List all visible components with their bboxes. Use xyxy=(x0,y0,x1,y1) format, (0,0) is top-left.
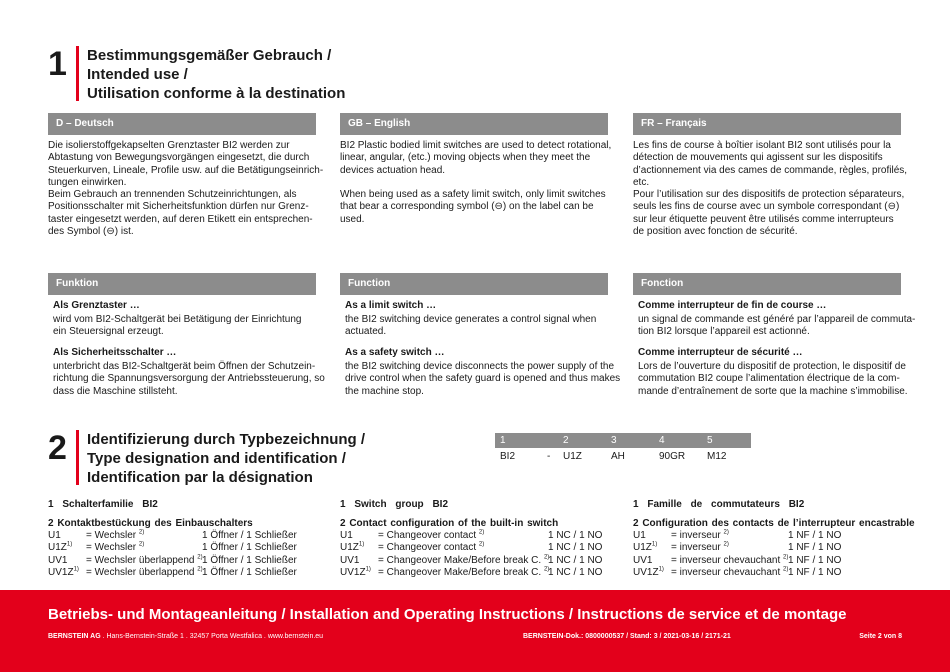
section-number-2: 2 xyxy=(48,429,67,467)
intro-text xyxy=(340,140,620,177)
lang-header: GB – English xyxy=(340,113,608,135)
limit-heading: Comme interrupteur de fin de course … xyxy=(638,300,827,311)
safety-function-text xyxy=(638,361,918,398)
text-line: Pour l’utilisation sur des dispositifs de protection séparateurs, xyxy=(633,189,905,200)
footer-address-text: . Hans-Bernstein-Straße 1 . 32457 Porta Westfalica . www.bernstein.eu xyxy=(102,633,324,640)
footer-title: Betriebs- und Montageanleitung / Installation and Operating Instructions / Instructions de service et de montage xyxy=(48,606,847,623)
footnote: 1) xyxy=(651,541,658,548)
section-title-de: Bestimmungsgemäßer Gebrauch / xyxy=(87,47,332,64)
switch-desc xyxy=(378,542,484,554)
text-line: Steuerkurven, Lineale, Profile usw. auf die Betätigungseinrich- xyxy=(48,164,324,176)
footnote: 2) xyxy=(138,529,145,536)
limit-heading: Als Grenztaster … xyxy=(53,300,140,311)
text-line: un signal de commande est généré par l’appareil de commuta- xyxy=(638,314,916,325)
text-line: BI2 Plastic bodied limit switches are used to detect rotational, xyxy=(340,140,612,151)
code-text: U1 xyxy=(48,530,61,541)
desc-text: = Changeover contact xyxy=(378,530,477,541)
text-line: Positionsschalter mit Sicherheitsfunktion dürfen nur Grenz- xyxy=(48,201,309,213)
section-title-en: Type designation and identification / xyxy=(87,450,346,467)
desc-text: = inverseur xyxy=(671,542,721,554)
footer xyxy=(0,590,950,672)
footnote: 2) xyxy=(478,541,485,548)
contact-row xyxy=(633,530,913,542)
safety-text xyxy=(48,189,328,238)
contact-config-heading: 2 Contact configuration of the built-in switch xyxy=(340,518,559,529)
switch-desc xyxy=(671,542,729,554)
footnote: 2) xyxy=(197,566,203,573)
switch-desc xyxy=(86,542,144,554)
text-line: Beim Gebrauch an trennenden Schutzeinrichtungen, als xyxy=(48,189,297,200)
contact-type: 1 Öffner / 1 Schließer xyxy=(202,554,297,566)
contact-type: 1 NC / 1 NO xyxy=(548,542,603,554)
text-line: used. xyxy=(340,213,365,225)
footnote: 1) xyxy=(365,566,371,573)
contact-type: 1 NF / 1 NO xyxy=(788,566,842,578)
text-line: etc. xyxy=(633,176,650,188)
footnote: 1) xyxy=(658,566,664,573)
section-divider xyxy=(76,46,79,101)
contact-row xyxy=(48,555,328,567)
text-line: commutation BI2 coupe l’alimentation électrique de la com- xyxy=(638,373,900,385)
contact-type: 1 Öffner / 1 Schließer xyxy=(202,542,297,554)
desc-text: = Changeover Make/Before break C. xyxy=(378,554,542,566)
footnote: 1) xyxy=(66,541,73,548)
desc-text: = Wechsler xyxy=(86,530,137,541)
text-line: Lors de l’ouverture du dispositif de protection, le dispositif de xyxy=(638,361,906,372)
contact-type: 1 NC / 1 NO xyxy=(548,530,603,541)
contact-type: 1 NF / 1 NO xyxy=(788,530,842,541)
type-col-2: 2 xyxy=(563,435,569,446)
type-col-1: 1 xyxy=(500,435,506,446)
switch-desc xyxy=(671,530,729,542)
text-line: Die isolierstoffgekapselten Grenztaster BI2 werden zur xyxy=(48,140,290,151)
switch-family: 1 Famille de commutateurs BI2 xyxy=(633,499,805,510)
text-line: dass die Maschine stillsteht. xyxy=(53,385,178,397)
footnote: 2) xyxy=(197,554,203,561)
desc-text: = Changeover contact xyxy=(378,542,477,554)
safety-heading: Als Sicherheitsschalter … xyxy=(53,347,177,358)
safety-heading: As a safety switch … xyxy=(345,347,445,358)
footnote: 1) xyxy=(358,541,365,548)
type-table-header xyxy=(495,433,751,448)
contact-row xyxy=(48,567,328,579)
contact-row xyxy=(340,567,620,579)
text-line: détection de mouvements qui agissent sur les dispositifs xyxy=(633,152,883,164)
safety-text xyxy=(633,189,913,238)
contact-row xyxy=(633,555,913,567)
footnote: 2) xyxy=(783,566,789,573)
section-title-en: Intended use / xyxy=(87,66,188,83)
contact-config-heading: 2 Kontaktbestückung des Einbauschalters xyxy=(48,518,253,529)
contact-type: 1 NC / 1 NO xyxy=(548,566,603,578)
type-col-3: 3 xyxy=(611,435,617,446)
contact-type: 1 Öffner / 1 Schließer xyxy=(202,566,297,578)
switch-desc xyxy=(378,567,549,579)
desc-text: = Wechsler überlappend xyxy=(86,554,195,566)
switch-family: 1 Switch group BI2 xyxy=(340,499,449,510)
text-line: devices actuation head. xyxy=(340,164,446,176)
switch-code xyxy=(340,567,371,579)
type-value: AH xyxy=(611,451,625,462)
code-text: U1Z xyxy=(48,542,67,554)
lang-header: FR – Français xyxy=(633,113,901,135)
text-line: that bear a corresponding symbol (⊖) on the label can be xyxy=(340,201,594,213)
text-line: the BI2 switching device generates a control signal when xyxy=(345,314,597,325)
limit-text xyxy=(638,314,918,339)
type-value: 90GR xyxy=(659,451,686,462)
footnote: 2) xyxy=(723,541,729,548)
switch-desc xyxy=(86,555,203,567)
text-line: wird vom BI2-Schaltgerät bei Betätigung der Einrichtung xyxy=(53,314,302,325)
text-line: tungen einwirken. xyxy=(48,176,127,188)
switch-family: 1 Schalterfamilie BI2 xyxy=(48,499,158,510)
type-col-4: 4 xyxy=(659,435,665,446)
contact-row xyxy=(633,567,913,579)
footer-doc: BERNSTEIN-Dok.: 0800000537 / Stand: 3 / 2021-03-16 / 2171-21 xyxy=(523,633,731,640)
text-line: seuls les fins de course avec un symbole correspondant (⊖) xyxy=(633,201,900,213)
text-line: ein Steuersignal erzeugt. xyxy=(53,326,164,338)
switch-code xyxy=(340,555,359,567)
type-value: U1Z xyxy=(563,451,582,462)
text-line: de position avec fonction de sécurité. xyxy=(633,225,798,237)
code-text: UV1Z xyxy=(340,566,366,578)
switch-code xyxy=(633,542,657,554)
text-line: When being used as a safety limit switch, only limit switches xyxy=(340,189,606,200)
contact-row xyxy=(340,555,620,567)
desc-text: = inverseur xyxy=(671,530,721,541)
text-line: drive control when the safety guard is opened and thus makes xyxy=(345,373,621,385)
safety-heading: Comme interrupteur de sécurité … xyxy=(638,347,803,358)
code-text: U1Z xyxy=(340,542,359,554)
section-divider xyxy=(76,430,79,485)
switch-desc xyxy=(86,567,203,579)
contact-type: 1 NF / 1 NO xyxy=(788,554,842,566)
text-line: mande d’entraînement de sorte que la machine s’immobilise. xyxy=(638,385,908,397)
switch-code xyxy=(48,542,72,554)
footnote: 2) xyxy=(783,554,789,561)
footnote: 2) xyxy=(543,554,550,561)
footnote: 2) xyxy=(543,566,550,573)
code-text: UV1 xyxy=(633,554,653,566)
function-header: Funktion xyxy=(48,273,316,295)
desc-text: = Wechsler überlappend xyxy=(86,566,195,578)
text-line: d’actionnement via des cames de commande, règles, profilés, xyxy=(633,164,908,176)
section-number-1: 1 xyxy=(48,45,67,83)
code-text: U1Z xyxy=(633,542,652,554)
text-line: actuated. xyxy=(345,326,387,338)
code-text: UV1 xyxy=(340,554,360,566)
footnote: 2) xyxy=(138,541,145,548)
type-value: - xyxy=(547,451,551,462)
desc-text: = inverseur chevauchant xyxy=(671,554,781,566)
switch-code xyxy=(340,530,353,542)
type-value: BI2 xyxy=(500,451,516,462)
limit-heading: As a limit switch … xyxy=(345,300,437,311)
code-text: U1 xyxy=(633,530,646,541)
text-line: richtung die Spannungsversorgung der Antriebssteuerung, so xyxy=(53,373,325,385)
limit-text xyxy=(345,314,625,339)
text-line: unterbricht das BI2-Schaltgerät beim Öffnen der Schutzein- xyxy=(53,361,316,372)
safety-function-text xyxy=(53,361,333,398)
switch-code xyxy=(48,530,61,542)
switch-desc xyxy=(86,530,144,542)
contact-row xyxy=(48,530,328,542)
contact-type: 1 NC / 1 NO xyxy=(548,554,603,566)
section-title-fr: Utilisation conforme à la destination xyxy=(87,85,346,102)
contact-row xyxy=(340,530,620,542)
footnote: 2) xyxy=(478,529,485,536)
footnote: 2) xyxy=(723,529,729,536)
switch-desc xyxy=(378,555,549,567)
code-text: U1 xyxy=(340,530,353,541)
text-line: tion BI2 lorsque l’appareil est actionné. xyxy=(638,326,810,338)
text-line: sur leur étiquette peuvent être utilisés comme interrupteurs xyxy=(633,213,894,225)
switch-code xyxy=(48,567,79,579)
lang-header: D – Deutsch xyxy=(48,113,316,135)
switch-desc xyxy=(671,555,788,567)
text-line: des Symbol (⊖) ist. xyxy=(48,225,134,237)
text-line: Les fins de course à boîtier isolant BI2 sont utilisés pour la xyxy=(633,140,891,151)
text-line: Abtastung von Bewegungsvorgängen eingesetzt, die durch xyxy=(48,152,310,164)
switch-code xyxy=(48,555,67,567)
contact-row xyxy=(48,542,328,554)
safety-function-text xyxy=(345,361,625,398)
intro-text xyxy=(48,140,328,189)
code-text: UV1Z xyxy=(633,566,659,578)
section-title-fr: Identification par la désignation xyxy=(87,469,313,486)
switch-code xyxy=(633,555,652,567)
switch-desc xyxy=(671,567,788,579)
text-line: the machine stop. xyxy=(345,385,424,397)
type-value: M12 xyxy=(707,451,727,462)
contact-type: 1 NF / 1 NO xyxy=(788,542,842,554)
footnote: 1) xyxy=(73,566,79,573)
text-line: linear, angular, (etc.) moving objects when they meet the xyxy=(340,152,591,164)
intro-text xyxy=(633,140,913,189)
section-title xyxy=(87,46,345,103)
section-title xyxy=(87,430,365,487)
contact-row xyxy=(633,542,913,554)
safety-text xyxy=(340,189,620,226)
switch-code xyxy=(633,567,664,579)
function-header: Function xyxy=(340,273,608,295)
limit-text xyxy=(53,314,333,339)
code-text: UV1Z xyxy=(48,566,74,578)
contact-config-heading: 2 Configuration des contacts de l’interrupteur encastrable xyxy=(633,518,915,529)
desc-text: = Wechsler xyxy=(86,542,137,554)
desc-text: = Changeover Make/Before break C. xyxy=(378,566,542,578)
switch-desc xyxy=(378,530,484,542)
contact-type: 1 Öffner / 1 Schließer xyxy=(202,530,297,541)
type-table-values xyxy=(495,450,751,464)
text-line: taster eingesetzt werden, auf deren Etikett ein entsprechen- xyxy=(48,213,313,225)
switch-code xyxy=(633,530,646,542)
type-col-5: 5 xyxy=(707,435,713,446)
function-header: Fonction xyxy=(633,273,901,295)
text-line: the BI2 switching device disconnects the power supply of the xyxy=(345,361,615,372)
switch-code xyxy=(340,542,364,554)
footer-company: BERNSTEIN AG xyxy=(48,633,101,640)
section-title-de: Identifizierung durch Typbezeichnung / xyxy=(87,431,366,448)
code-text: UV1 xyxy=(48,554,68,566)
desc-text: = inverseur chevauchant xyxy=(671,566,781,578)
contact-row xyxy=(340,542,620,554)
footer-address xyxy=(48,633,323,640)
footer-page: Seite 2 von 8 xyxy=(859,633,902,640)
